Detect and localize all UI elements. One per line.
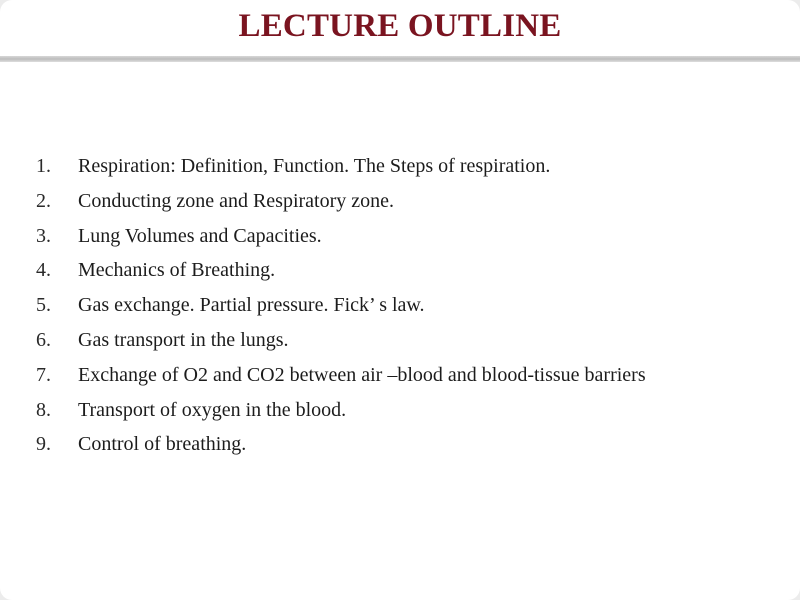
list-item xyxy=(0,358,800,393)
list-item-number: 1. xyxy=(36,155,51,177)
list-item xyxy=(0,288,800,323)
list-item-number: 4. xyxy=(36,259,51,282)
list-item xyxy=(0,427,800,462)
list-item-number: 3. xyxy=(36,224,51,247)
list-item-text: Respiration: Definition, Function. The Steps of respiration. xyxy=(78,155,551,177)
outline-list xyxy=(0,149,800,462)
list-item-text: Control of breathing. xyxy=(78,433,247,456)
list-item xyxy=(0,149,800,184)
list-item-number: 7. xyxy=(36,363,51,386)
list-item-text: Exchange of O2 and CO2 between air –blood and blood-tissue barriers xyxy=(78,363,646,386)
list-item xyxy=(0,219,800,254)
list-item-number: 6. xyxy=(36,328,51,351)
list-item-text: Lung Volumes and Capacities. xyxy=(78,224,322,247)
list-item-text: Transport of oxygen in the blood. xyxy=(78,398,347,421)
slide-title: LECTURE OUTLINE xyxy=(238,8,562,44)
list-item-number: 5. xyxy=(36,294,51,317)
list-item-text: Mechanics of Breathing. xyxy=(78,259,276,282)
list-item-number: 9. xyxy=(36,433,51,456)
list-item xyxy=(0,253,800,288)
list-item-number: 2. xyxy=(36,189,51,212)
title-divider xyxy=(0,56,800,62)
list-item-text: Gas exchange. Partial pressure. Fick’ s law. xyxy=(78,294,425,317)
list-item-text: Gas transport in the lungs. xyxy=(78,328,289,351)
list-item-number: 8. xyxy=(36,398,51,421)
list-item xyxy=(0,393,800,428)
list-item xyxy=(0,184,800,219)
list-item xyxy=(0,323,800,358)
list-item-text: Conducting zone and Respiratory zone. xyxy=(78,189,395,212)
